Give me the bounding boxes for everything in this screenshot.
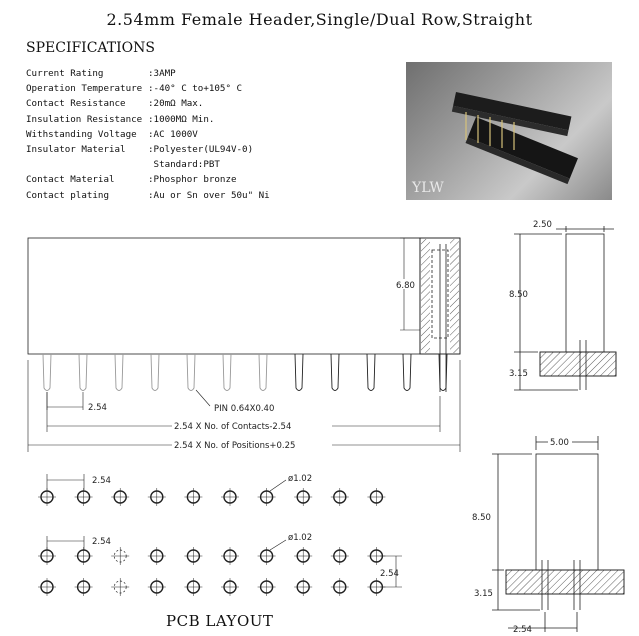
front-pin (79, 354, 87, 391)
front-pin (295, 354, 303, 391)
pcb-pitch-top: 2.54 (92, 476, 111, 486)
pcb-row-pitch: 2.54 (380, 569, 399, 579)
pin-leader-line (196, 390, 210, 406)
dual-view-body (536, 454, 598, 570)
dim-dual-tail: 3.15 (474, 589, 493, 599)
spec-value: :-40° C to+105° C (148, 83, 243, 95)
page-title: 2.54mm Female Header,Single/Dual Row,Straight (106, 10, 533, 29)
front-pin (403, 354, 411, 391)
spec-value: :Au or Sn over 50u" Ni (148, 189, 270, 201)
spec-key: Contact Material (26, 174, 115, 186)
spec-key: Contact Resistance (26, 98, 126, 110)
front-pin (151, 354, 159, 391)
spec-value: Standard:PBT (148, 159, 220, 171)
front-pin (331, 354, 339, 391)
spec-key: Current Rating (26, 68, 104, 79)
front-pin (115, 354, 123, 391)
dim-dual-width: 5.00 (550, 438, 569, 448)
pcb-holes (38, 488, 385, 596)
dim-pin: PIN 0.64X0.40 (214, 404, 275, 414)
spec-key: Insulator Material (26, 144, 126, 156)
front-pin (259, 354, 267, 391)
hole-leader-top (270, 480, 286, 491)
dim-positions: 2.54 X No. of Positions+0.25 (174, 441, 296, 451)
pcb-layout-title: PCB LAYOUT (166, 612, 274, 630)
front-pin (43, 354, 51, 391)
dim-contacts: 2.54 X No. of Contacts-2.54 (174, 422, 292, 432)
spec-key: Insulation Resistance (26, 113, 143, 125)
dim-dual-pitch: 2.54 (513, 625, 532, 635)
spec-value: :Phosphor bronze (148, 174, 237, 186)
front-pin (223, 354, 231, 391)
spec-value: :20mΩ Max. (148, 98, 204, 110)
dual-view-pcb (506, 570, 624, 594)
dim-side-width: 2.50 (533, 220, 552, 230)
pcb-hole-top: ø1.02 (288, 474, 313, 484)
dim-pitch-front: 2.54 (88, 403, 107, 413)
side-view-body (566, 234, 604, 352)
dim-dual-height: 8.50 (472, 513, 491, 523)
spec-key: Withstanding Voltage (26, 128, 137, 140)
dim-6-80: 6.80 (396, 281, 415, 291)
front-pin (187, 354, 195, 391)
front-pin (367, 354, 375, 391)
pcb-pitch-mid: 2.54 (92, 537, 111, 547)
header-body-front (28, 238, 420, 354)
photo-watermark: YLW (412, 180, 444, 196)
specifications-heading: SPECIFICATIONS (26, 40, 155, 56)
dim-side-height: 8.50 (509, 290, 528, 300)
pcb-hole-mid: ø1.02 (288, 533, 313, 543)
spec-value: :1000MΩ Min. (148, 113, 215, 125)
side-view-pcb (540, 352, 616, 376)
spec-key: Operation Temperature (26, 83, 143, 95)
spec-value: :3AMP (148, 68, 176, 79)
spec-value: :Polyester(UL94V-0) (148, 144, 254, 156)
front-pins (43, 354, 447, 391)
spec-value: :AC 1000V (148, 128, 198, 140)
dim-side-tail: 3.15 (509, 369, 528, 379)
hole-leader-mid (270, 540, 286, 550)
spec-key: Contact plating (26, 189, 109, 201)
